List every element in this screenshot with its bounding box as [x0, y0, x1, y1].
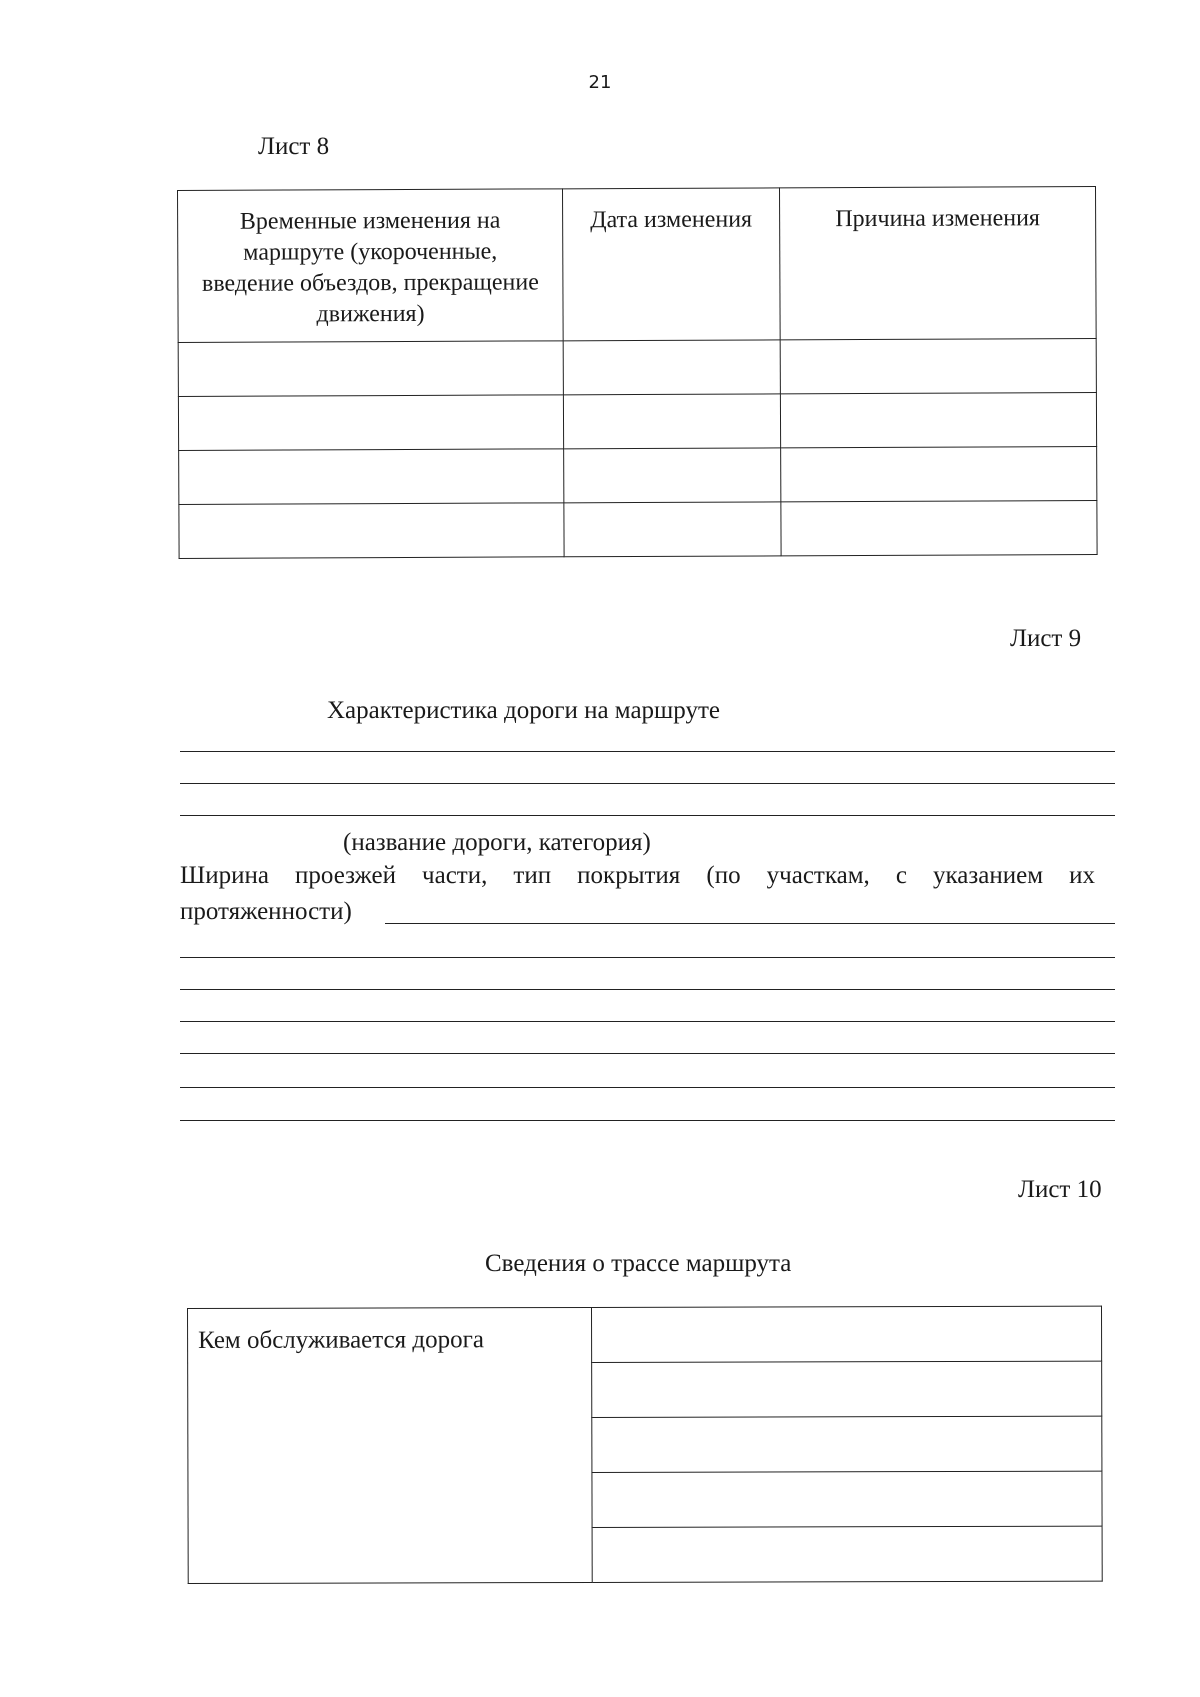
table-row [178, 338, 1096, 396]
table-cell[interactable] [781, 446, 1097, 501]
road-characteristics-title: Характеристика дороги на маршруте [327, 697, 720, 724]
table-cell[interactable] [563, 340, 780, 395]
table-cell[interactable] [179, 503, 564, 559]
header-change-date: Дата изменения [562, 188, 780, 341]
table-cell[interactable] [781, 500, 1097, 555]
sheet-9-label: Лист 9 [1010, 625, 1082, 652]
road-width-text-end: протяженности) [180, 898, 352, 925]
table-cell[interactable] [780, 392, 1096, 447]
sheet-10-label: Лист 10 [1018, 1176, 1102, 1203]
sheet-8-label: Лист 8 [258, 133, 330, 160]
table-cell[interactable] [780, 338, 1096, 393]
table-cell[interactable] [178, 395, 563, 451]
table-cell[interactable] [592, 1361, 1102, 1417]
fill-line[interactable] [180, 815, 1115, 816]
table-cell[interactable] [592, 1416, 1102, 1472]
route-info-title: Сведения о трассе маршрута [485, 1250, 792, 1277]
table-row [188, 1306, 1102, 1363]
road-width-text: Ширина проезжей части, тип покрытия (по участкам, с указанием их [180, 862, 1095, 889]
header-change-reason: Причина изменения [779, 186, 1096, 339]
table-cell[interactable] [563, 394, 780, 449]
fill-line[interactable] [180, 783, 1115, 784]
table-cell[interactable] [592, 1526, 1102, 1582]
table-row [179, 446, 1097, 504]
fill-line[interactable] [180, 1120, 1115, 1121]
table-cell[interactable] [178, 341, 563, 397]
fill-line[interactable] [180, 957, 1115, 958]
table-cell[interactable] [564, 502, 781, 557]
table-header-row [178, 186, 1097, 342]
header-temporary-changes: Временные изменения на маршруте (укороченные, введение объездов, прекращение движения) [178, 189, 564, 343]
table-cell[interactable] [179, 449, 564, 505]
table-row [179, 500, 1097, 558]
fill-line[interactable] [385, 923, 1115, 924]
table-cell[interactable] [564, 448, 781, 503]
fill-line[interactable] [180, 1021, 1115, 1022]
page-number: 21 [588, 72, 612, 93]
fill-line[interactable] [180, 1087, 1115, 1088]
road-name-caption: (название дороги, категория) [343, 829, 651, 856]
table-cell[interactable] [592, 1471, 1102, 1527]
road-maintainer-label: Кем обслуживается дорога [188, 1307, 593, 1583]
table-cell[interactable] [591, 1306, 1101, 1362]
table-row [178, 392, 1096, 450]
fill-line[interactable] [180, 751, 1115, 752]
fill-line[interactable] [180, 989, 1115, 990]
route-info-table [187, 1306, 1103, 1584]
fill-line[interactable] [180, 1053, 1115, 1054]
temporary-changes-table [177, 186, 1098, 559]
